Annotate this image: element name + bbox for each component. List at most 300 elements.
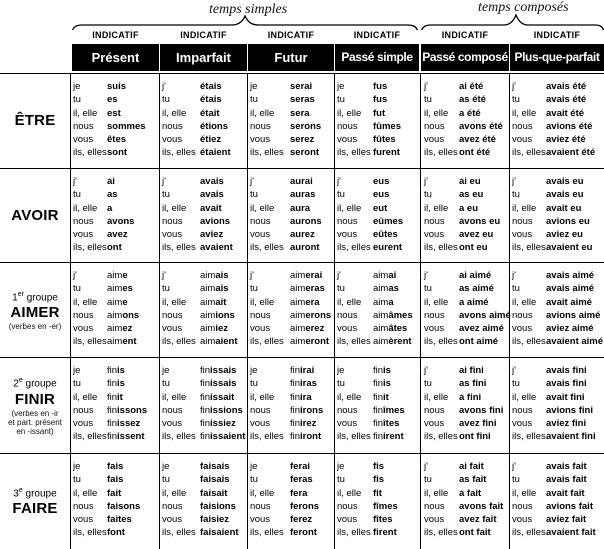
- conjugation-line: [512, 202, 604, 215]
- conjugation-line: [73, 364, 158, 377]
- cell-imparfait: [162, 80, 246, 160]
- verb-form: [107, 405, 147, 416]
- verb-form: [459, 216, 500, 227]
- pronoun: je: [162, 365, 170, 376]
- verb-ending: èrent: [388, 336, 412, 348]
- verb-form: [459, 365, 484, 376]
- cell-plus-que-parfait: [512, 460, 604, 540]
- verb-stem: aim: [290, 296, 306, 308]
- pronoun: tu: [512, 189, 520, 201]
- verb-ending: avez fini: [459, 418, 497, 430]
- pronoun: nous: [73, 500, 94, 512]
- mood-label: INDICATIF: [441, 30, 489, 40]
- verb-ending: avons été: [459, 120, 503, 132]
- verb-ending: étions: [200, 120, 228, 132]
- pronoun: tu: [73, 474, 81, 486]
- verb-name: FINIR: [14, 390, 56, 408]
- conjugation-line: [512, 175, 604, 188]
- pronoun: vous: [250, 418, 271, 430]
- pronoun: j': [424, 270, 428, 281]
- verb-ending: seront: [290, 147, 320, 159]
- conjugation-line: [250, 322, 333, 335]
- verb-name: AIMER: [10, 304, 60, 322]
- pronoun: vous: [512, 514, 533, 526]
- verb-ending: issaient: [210, 431, 246, 443]
- verb-form: [459, 431, 491, 442]
- conjugation-line: [337, 473, 419, 486]
- verb-form: [107, 392, 123, 403]
- pronoun: il, elle: [337, 107, 362, 119]
- verb-stem: aim: [290, 309, 306, 321]
- verb-ending: étais: [200, 81, 222, 92]
- pronoun: ils, elles: [250, 336, 284, 348]
- verb-stem: aim: [107, 296, 123, 308]
- verb-stem: aim: [373, 309, 389, 321]
- conjugation-line: [512, 500, 604, 513]
- mood-label: INDICATIF: [180, 30, 227, 40]
- conjugation-line: [250, 335, 333, 348]
- verb-form: [200, 242, 233, 253]
- verb-ending: feras: [290, 474, 313, 486]
- verb-stem: aim: [107, 323, 123, 335]
- verb-stem: fin: [290, 418, 301, 430]
- pronoun: j': [424, 176, 428, 187]
- pronoun: j': [424, 365, 428, 376]
- verb-ending: serez: [290, 134, 315, 146]
- pronoun: tu: [512, 94, 520, 106]
- verb-ending: it: [117, 391, 123, 403]
- pronoun: nous: [73, 309, 94, 321]
- pronoun: j': [162, 270, 166, 281]
- pronoun: nous: [250, 120, 271, 132]
- verb-ending: fait: [107, 487, 122, 499]
- verb-form: [546, 336, 603, 347]
- verb-form: [459, 176, 481, 187]
- verb-form: [107, 418, 140, 429]
- verb-ending: avais fait: [546, 461, 587, 472]
- verb-form: [546, 134, 586, 145]
- verb-form: [459, 461, 484, 472]
- verb-stem: aim: [200, 283, 216, 295]
- pronoun: tu: [250, 189, 258, 201]
- verb-ending: faisaient: [200, 527, 239, 539]
- conjugation-line: [337, 269, 419, 282]
- conjugation-line: [337, 241, 419, 254]
- conjugation-line: [162, 202, 246, 215]
- conjugation-line: [73, 93, 158, 106]
- conjugation-line: [424, 487, 508, 500]
- pronoun: ils, elles: [512, 336, 546, 348]
- conjugation-line: [162, 364, 246, 377]
- tense-header-passe-compose: Passé composé: [421, 44, 509, 71]
- verb-ending: étaient: [200, 147, 231, 159]
- conjugation-line: [162, 377, 246, 390]
- conjugation-line: [162, 269, 246, 282]
- conjugation-line: [512, 322, 604, 335]
- pronoun: tu: [424, 94, 432, 106]
- pronoun: il, elle: [512, 487, 537, 499]
- verb-form: [290, 108, 310, 119]
- verb-ending: avais fini: [546, 378, 587, 390]
- verb-form: [373, 310, 413, 321]
- verb-ending: issions: [210, 404, 243, 416]
- verb-ending: as aimé: [459, 283, 494, 295]
- verb-ending: faites: [107, 514, 132, 526]
- verb-form: [373, 431, 404, 442]
- verb-ending: aurai: [290, 176, 313, 187]
- pronoun: tu: [424, 378, 432, 390]
- verb-stem: aim: [373, 270, 389, 281]
- verb-ending: avions aimé: [546, 309, 601, 321]
- verb-form: [200, 189, 224, 200]
- verb-form: [200, 418, 236, 429]
- verb-form: [200, 310, 235, 321]
- pronoun: vous: [250, 514, 271, 526]
- pronoun: il, elle: [250, 107, 275, 119]
- verb-ending: sommes: [107, 120, 146, 132]
- verb-ending: as été: [459, 94, 486, 106]
- verb-ending: aurons: [290, 215, 322, 227]
- verb-ending: avaient fini: [546, 431, 596, 443]
- pronoun: ils, elles: [73, 527, 107, 539]
- pronoun: il, elle: [512, 391, 537, 403]
- pronoun: vous: [162, 514, 183, 526]
- conjugation-line: [250, 107, 333, 120]
- verb-form: [546, 431, 596, 442]
- pronoun: nous: [250, 215, 271, 227]
- conjugation-line: [337, 215, 419, 228]
- cell-futur: [250, 364, 333, 444]
- verb-form: [290, 431, 321, 442]
- cell-imparfait: [162, 175, 246, 255]
- verb-ending: issait: [210, 391, 235, 403]
- verb-form: [546, 365, 587, 376]
- verb-ending: avions été: [546, 120, 593, 132]
- pronoun: ils, elles: [424, 242, 458, 254]
- row-label-aimer: [0, 263, 70, 357]
- verb-ending: issons: [117, 404, 148, 416]
- conjugation-line: [512, 269, 604, 282]
- verb-ending: aviez fait: [546, 514, 587, 526]
- verb-stem: aim: [373, 296, 389, 308]
- verb-form: [200, 501, 236, 512]
- verb-form: [290, 527, 317, 538]
- verb-ending: as fini: [459, 378, 487, 390]
- conjugation-line: [73, 202, 158, 215]
- verb-form: [459, 418, 497, 429]
- verb-stem: fin: [373, 404, 384, 416]
- verb-ending: ai eu: [459, 176, 481, 187]
- conjugation-line: [73, 120, 158, 133]
- conjugation-line: [162, 460, 246, 473]
- verb-name: AVOIR: [11, 206, 59, 224]
- tense-header-present: Présent: [72, 44, 159, 71]
- verb-ending: sont: [107, 147, 128, 159]
- pronoun: il, elle: [73, 296, 98, 308]
- verb-stem: fin: [290, 365, 301, 376]
- verb-form: [200, 474, 230, 485]
- verb-form: [459, 81, 483, 92]
- verb-ending: fus: [373, 94, 388, 106]
- verb-ending: ai: [388, 270, 397, 281]
- verb-ending: eûmes: [373, 215, 404, 227]
- verb-ending: avais eu: [546, 189, 584, 201]
- verb-form: [373, 216, 403, 227]
- verb-ending: avez fait: [459, 514, 497, 526]
- verb-ending: is: [117, 365, 125, 376]
- verb-ending: ont aimé: [459, 336, 499, 348]
- verb-stem: fin: [290, 404, 301, 416]
- verb-form: [200, 81, 222, 92]
- verb-form: [373, 474, 384, 485]
- cell-present: [73, 460, 158, 540]
- verb-form: [546, 242, 592, 253]
- pronoun: il, elle: [250, 487, 275, 499]
- verb-form: [200, 134, 221, 145]
- verb-form: [290, 81, 312, 92]
- pronoun: tu: [250, 94, 258, 106]
- verb-ending: e: [122, 270, 128, 281]
- verb-name: ÊTRE: [14, 112, 56, 129]
- verb-ending: eras: [305, 283, 325, 295]
- verb-ending: avons aimé: [459, 309, 511, 321]
- verb-form: [107, 176, 115, 187]
- conjugation-line: [512, 228, 604, 241]
- pronoun: il, elle: [162, 391, 187, 403]
- conjugation-line: [73, 322, 158, 335]
- conjugation-line: [424, 364, 508, 377]
- pronoun: tu: [424, 189, 432, 201]
- pronoun: il, elle: [73, 487, 98, 499]
- verb-form: [107, 134, 126, 145]
- verb-group: 1er groupe: [12, 290, 58, 304]
- pronoun: j': [73, 270, 77, 281]
- verb-form: [546, 514, 586, 525]
- conjugation-line: [73, 460, 158, 473]
- verb-form: [373, 405, 405, 416]
- verb-form: [107, 365, 125, 376]
- pronoun: ils, elles: [250, 147, 284, 159]
- conjugation-line: [424, 322, 508, 335]
- pronoun: ils, elles: [162, 336, 196, 348]
- conjugation-line: [337, 107, 419, 120]
- verb-ending: ferai: [290, 461, 311, 472]
- verb-form: [290, 501, 319, 512]
- verb-ending: issais: [210, 378, 237, 390]
- verb-ending: as: [388, 283, 399, 295]
- verb-ending: avaient été: [546, 147, 596, 159]
- verb-ending: irent: [383, 431, 404, 443]
- pronoun: il, elle: [162, 487, 187, 499]
- verb-form: [373, 203, 387, 214]
- verb-ending: ez: [122, 323, 133, 335]
- verb-form: [107, 242, 122, 253]
- verb-form: [107, 270, 128, 281]
- pronoun: nous: [162, 215, 183, 227]
- pronoun: il, elle: [250, 202, 275, 214]
- pronoun: il, elle: [424, 296, 449, 308]
- group-label-compound: temps composés: [478, 0, 569, 15]
- conjugation-line: [250, 460, 333, 473]
- pronoun: vous: [424, 514, 445, 526]
- verb-form: [459, 108, 481, 119]
- conjugation-line: [162, 282, 246, 295]
- pronoun: tu: [337, 94, 345, 106]
- pronoun: il, elle: [337, 202, 362, 214]
- verb-ending: avais aimé: [546, 283, 595, 295]
- pronoun: il, elle: [424, 391, 449, 403]
- conjugation-line: [250, 133, 333, 146]
- verb-ending: issiez: [210, 418, 236, 430]
- verb-form: [107, 94, 118, 105]
- verb-form: [290, 461, 310, 472]
- pronoun: il, elle: [424, 487, 449, 499]
- pronoun: je: [73, 365, 81, 376]
- verb-form: [546, 203, 581, 214]
- conjugation-line: [512, 215, 604, 228]
- pronoun: tu: [162, 474, 170, 486]
- verb-form: [290, 488, 307, 499]
- verb-form: [546, 488, 585, 499]
- verb-ending: avais aimé: [546, 270, 595, 281]
- conjugation-line: [73, 175, 158, 188]
- group-label-simple: temps simples: [209, 2, 288, 17]
- conjugation-line: [424, 460, 508, 473]
- verb-stem: aim: [200, 270, 216, 281]
- cell-present: [73, 364, 158, 444]
- verb-ending: eûtes: [373, 229, 398, 241]
- conjugation-line: [73, 430, 158, 443]
- pronoun: tu: [73, 283, 81, 295]
- conjugation-line: [162, 296, 246, 309]
- verb-form: [373, 527, 397, 538]
- verb-form: [546, 147, 595, 158]
- verb-ending: a: [388, 296, 394, 308]
- verb-stem: aim: [290, 323, 306, 335]
- verb-ending: avait fait: [546, 487, 585, 499]
- pronoun: nous: [250, 404, 271, 416]
- conjugation-line: [424, 107, 508, 120]
- verb-ending: avons: [107, 215, 135, 227]
- verb-form: [546, 527, 596, 538]
- verb-form: [546, 121, 592, 132]
- verb-form: [200, 270, 229, 281]
- verb-ending: avaient eu: [546, 242, 593, 254]
- pronoun: tu: [73, 94, 81, 106]
- conjugation-line: [424, 241, 508, 254]
- column-divider: [334, 73, 335, 549]
- pronoun: tu: [162, 189, 170, 201]
- cell-passe-simple: [337, 269, 419, 349]
- conjugation-line: [424, 146, 508, 159]
- verb-ending: ai fait: [459, 461, 484, 472]
- conjugation-line: [512, 513, 604, 526]
- pronoun: nous: [337, 404, 358, 416]
- pronoun: j': [512, 81, 516, 92]
- conjugation-line: [337, 80, 419, 93]
- conjugation-line: [512, 133, 604, 146]
- verb-stem: aim: [290, 283, 306, 295]
- pronoun: il, elle: [250, 296, 275, 308]
- pronoun: il, elle: [162, 296, 187, 308]
- pronoun: nous: [424, 215, 445, 227]
- conjugation-line: [512, 364, 604, 377]
- conjugation-line: [250, 120, 333, 133]
- cell-passe-simple: [337, 80, 419, 160]
- verb-ending: serons: [290, 120, 322, 132]
- verb-stem: fin: [200, 365, 211, 376]
- verb-form: [290, 418, 316, 429]
- pronoun: il, elle: [424, 202, 449, 214]
- verb-form: [546, 392, 585, 403]
- verb-ending: ai aimé: [459, 270, 492, 281]
- verb-form: [107, 514, 132, 525]
- pronoun: je: [250, 461, 258, 472]
- verb-ending: avons fait: [459, 500, 504, 512]
- verb-ending: irai: [300, 365, 315, 376]
- verb-ending: aviez aimé: [546, 323, 594, 335]
- verb-ending: avaient aimé: [546, 336, 604, 348]
- verb-ending: a fini: [459, 391, 482, 403]
- conjugation-line: [73, 473, 158, 486]
- verb-ending: irez: [300, 418, 317, 430]
- pronoun: tu: [162, 283, 170, 295]
- pronoun: j': [250, 176, 254, 187]
- verb-form: [459, 147, 490, 158]
- pronoun: nous: [250, 309, 271, 321]
- verb-stem: fin: [373, 418, 384, 430]
- cell-imparfait: [162, 364, 246, 444]
- pronoun: il, elle: [512, 202, 537, 214]
- pronoun: vous: [512, 134, 533, 146]
- verb-ending: îtes: [383, 418, 400, 430]
- verb-ending: avons eu: [459, 215, 501, 227]
- verb-stem: fin: [290, 391, 301, 403]
- verb-ending: ferons: [290, 500, 320, 512]
- conjugation-line: [73, 391, 158, 404]
- verb-form: [200, 216, 230, 227]
- verb-form: [373, 418, 399, 429]
- pronoun: vous: [73, 134, 94, 146]
- conjugation-line: [424, 430, 508, 443]
- pronoun: nous: [512, 309, 533, 321]
- verb-ending: ai: [107, 176, 115, 187]
- verb-ending: aviez: [200, 229, 224, 241]
- verb-form: [107, 378, 125, 389]
- verb-ending: ons: [122, 309, 140, 321]
- conjugation-line: [250, 513, 333, 526]
- pronoun: il, elle: [337, 487, 362, 499]
- cell-passe-simple: [337, 364, 419, 444]
- mood-label: INDICATIF: [353, 30, 401, 40]
- pronoun: ils, elles: [73, 242, 107, 254]
- verb-form: [546, 405, 593, 416]
- verb-form: [459, 392, 481, 403]
- verb-form: [373, 270, 396, 281]
- verb-stem: fin: [290, 378, 301, 390]
- verb-ending: avais été: [546, 94, 587, 106]
- verb-form: [290, 176, 313, 187]
- verb-form: [373, 283, 399, 294]
- pronoun: vous: [337, 514, 358, 526]
- conjugation-line: [424, 309, 511, 322]
- verb-ending: ferez: [290, 514, 313, 526]
- pronoun: ils, elles: [162, 242, 196, 254]
- pronoun: vous: [73, 514, 94, 526]
- verb-ending: ont fini: [459, 431, 491, 443]
- verb-stem: aim: [107, 283, 123, 295]
- conjugation-line: [424, 526, 508, 539]
